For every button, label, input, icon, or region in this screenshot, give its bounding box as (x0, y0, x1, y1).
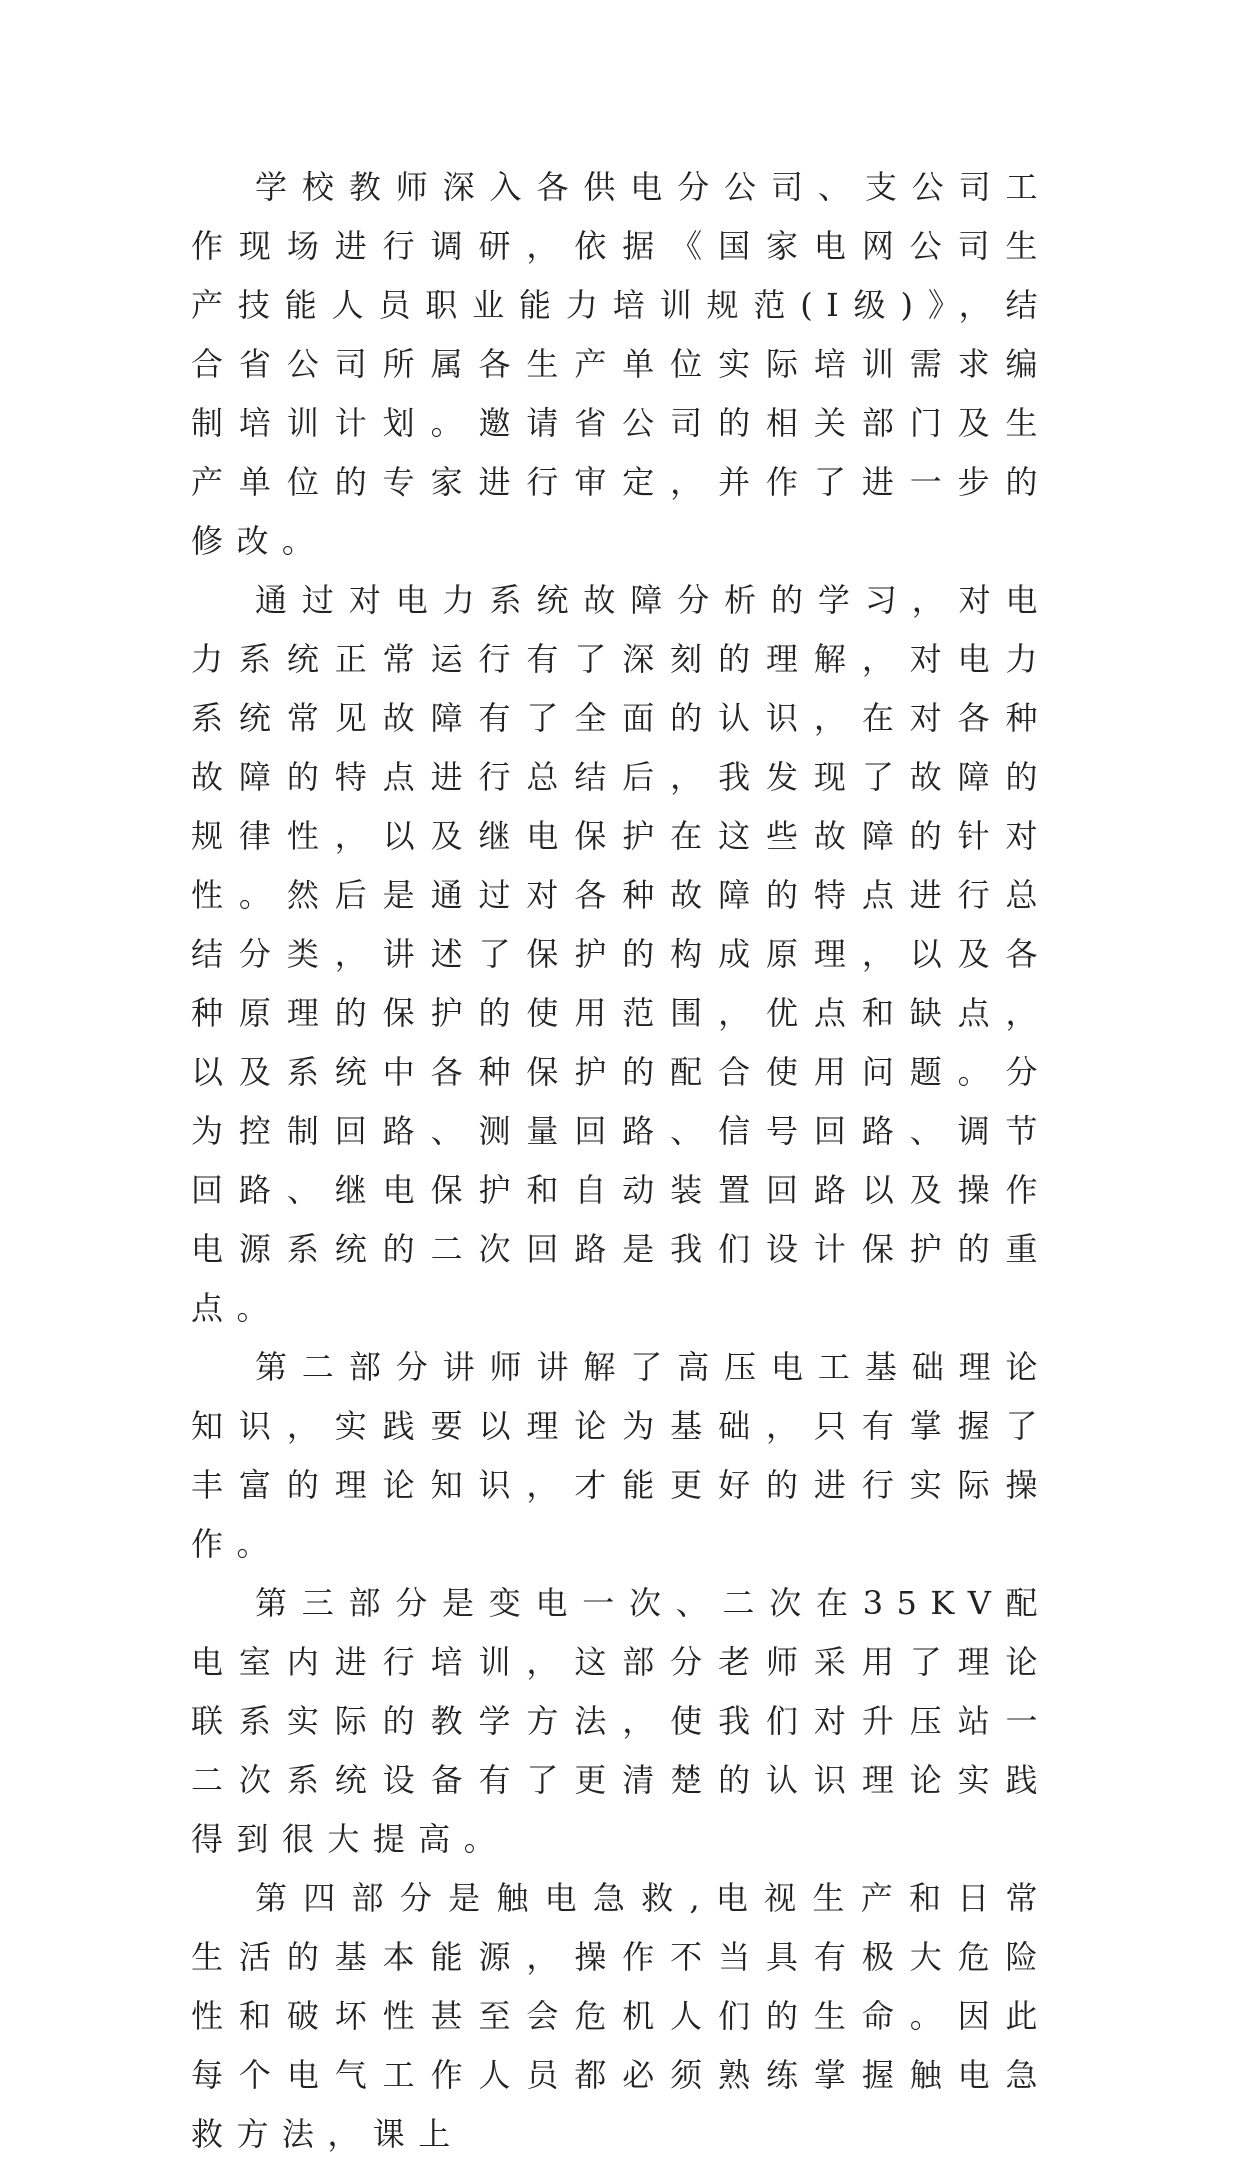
paragraph-part-three: 第三部分是变电一次、二次在35KV配电室内进行培训，这部分老师采用了理论联系实际的教学方法，使我们对升压站一二次系统设备有了更清楚的认识理论实践得到很大提高。 (191, 1584, 1051, 1858)
document-body (191, 158, 1051, 2164)
paragraph-research: 学校教师深入各供电分公司、支公司工作现场进行调研，依据《国家电网公司生产技能人员职业能力培训规范(I级)》，结合省公司所属各生产单位实际培训需求编制培训计划。邀请省公司的相关部门及生产单位的专家进行审定，并作了进一步的修改。 (191, 168, 1051, 560)
paragraph-fault-analysis: 通过对电力系统故障分析的学习，对电力系统正常运行有了深刻的理解，对电力系统常见故障有了全面的认识，在对各种故障的特点进行总结后，我发现了故障的规律性，以及继电保护在这些故障的针对性。然后是通过对各种故障的特点进行总结分类，讲述了保护的构成原理，以及各种原理的保护的使用范围，优点和缺点，以及系统中各种保护的配合使用问题。分为控制回路、测量回路、信号回路、调节回路、继电保护和自动装置回路以及操作电源系统的二次回路是我们设计保护的重点。 (191, 581, 1051, 1327)
paragraph-part-two: 第二部分讲师讲解了高压电工基础理论知识，实践要以理论为基础，只有掌握了丰富的理论知识，才能更好的进行实际操作。 (191, 1348, 1051, 1563)
paragraph-part-four: 第四部分是触电急救,电视生产和日常生活的基本能源，操作不当具有极大危险性和破坏性甚至会危机人们的生命。因此每个电气工作人员都必须熟练掌握触电急救方法，课上 (191, 1879, 1051, 2153)
